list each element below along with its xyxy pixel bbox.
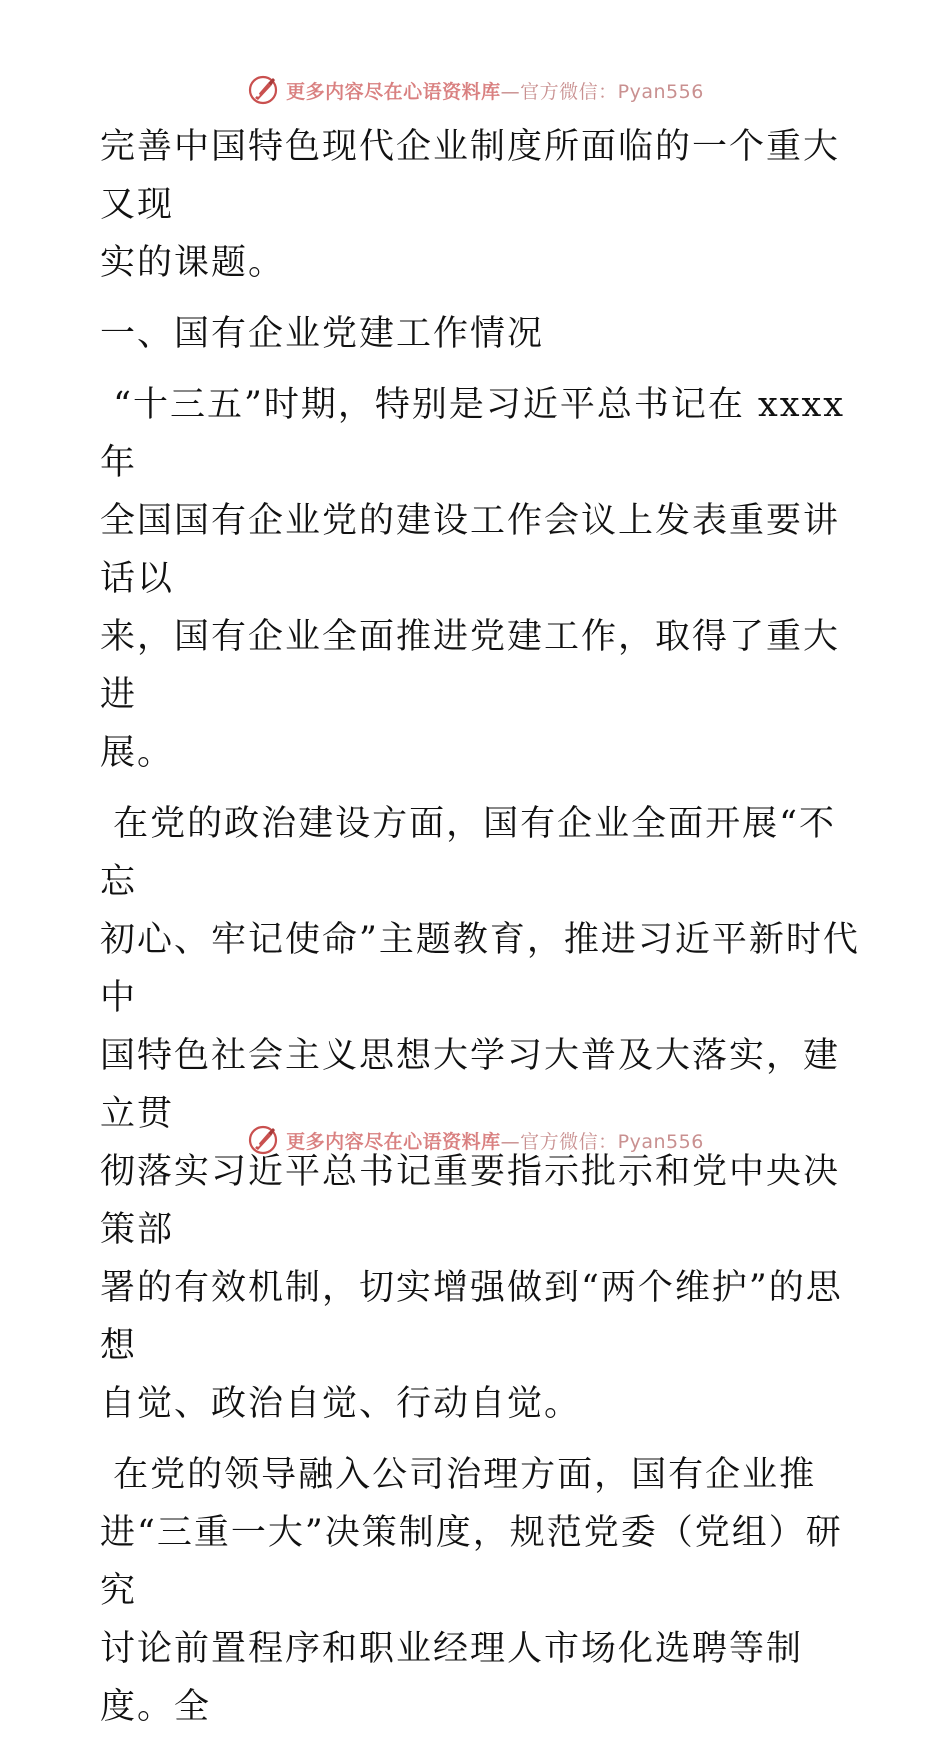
text-line: 在党的政治建设方面，国有企业全面开展“不忘 [100, 804, 837, 902]
paragraph-corporate-governance [100, 1446, 860, 1736]
watermark-header [0, 70, 950, 110]
text-line: “十三五”时期，特别是习近平总书记在 xxxx 年 [100, 385, 859, 483]
text-line: 彻落实习近平总书记重要指示批示和党中央决策部 [100, 1152, 841, 1250]
text-line: 实的课题。 [100, 243, 286, 283]
text-line: 讨论前置程序和职业经理人市场化选聘等制度。全 [100, 1629, 804, 1727]
section-heading [100, 305, 860, 363]
text-line: 署的有效机制，切实增强做到“两个维护”的思想 [100, 1268, 843, 1366]
pen-nib-circle-icon [246, 73, 280, 107]
paragraph-intro-continuation [100, 118, 860, 292]
watermark-brand: 更多内容尽在心语资料库 [286, 1130, 501, 1153]
watermark-separator: — [500, 80, 521, 103]
text-line: 展。 [100, 733, 175, 773]
watermark-text [286, 1127, 704, 1154]
text-line: 完善中国特色现代企业制度所面临的一个重大又现 [100, 127, 841, 225]
paragraph-13th-five-year [100, 376, 860, 782]
paragraph-political-building [100, 795, 860, 1433]
watermark-separator: — [500, 1130, 521, 1153]
text-line: 来，国有企业全面推进党建工作，取得了重大进 [100, 617, 841, 715]
text-line: 自觉、政治自觉、行动自觉。 [100, 1384, 582, 1424]
watermark-footer [0, 1120, 950, 1160]
text-line: 进“三重一大”决策制度，规范党委（党组）研究 [100, 1513, 843, 1611]
watermark-text [286, 77, 704, 104]
watermark-contact: 官方微信：Pyan556 [520, 80, 704, 103]
text-line: 在党的领导融入公司治理方面，国有企业推 [100, 1455, 817, 1495]
text-line: 国特色社会主义思想大学习大普及大落实，建立贯 [100, 1036, 841, 1134]
pen-nib-circle-icon [246, 1123, 280, 1157]
text-line: 全国国有企业党的建设工作会议上发表重要讲话以 [100, 501, 841, 599]
watermark-brand: 更多内容尽在心语资料库 [286, 80, 501, 103]
heading-text: 一、国有企业党建工作情况 [100, 314, 545, 354]
text-line: 初心、牢记使命”主题教育，推进习近平新时代中 [100, 920, 860, 1018]
document-body [100, 118, 860, 1749]
watermark-contact: 官方微信：Pyan556 [520, 1130, 704, 1153]
